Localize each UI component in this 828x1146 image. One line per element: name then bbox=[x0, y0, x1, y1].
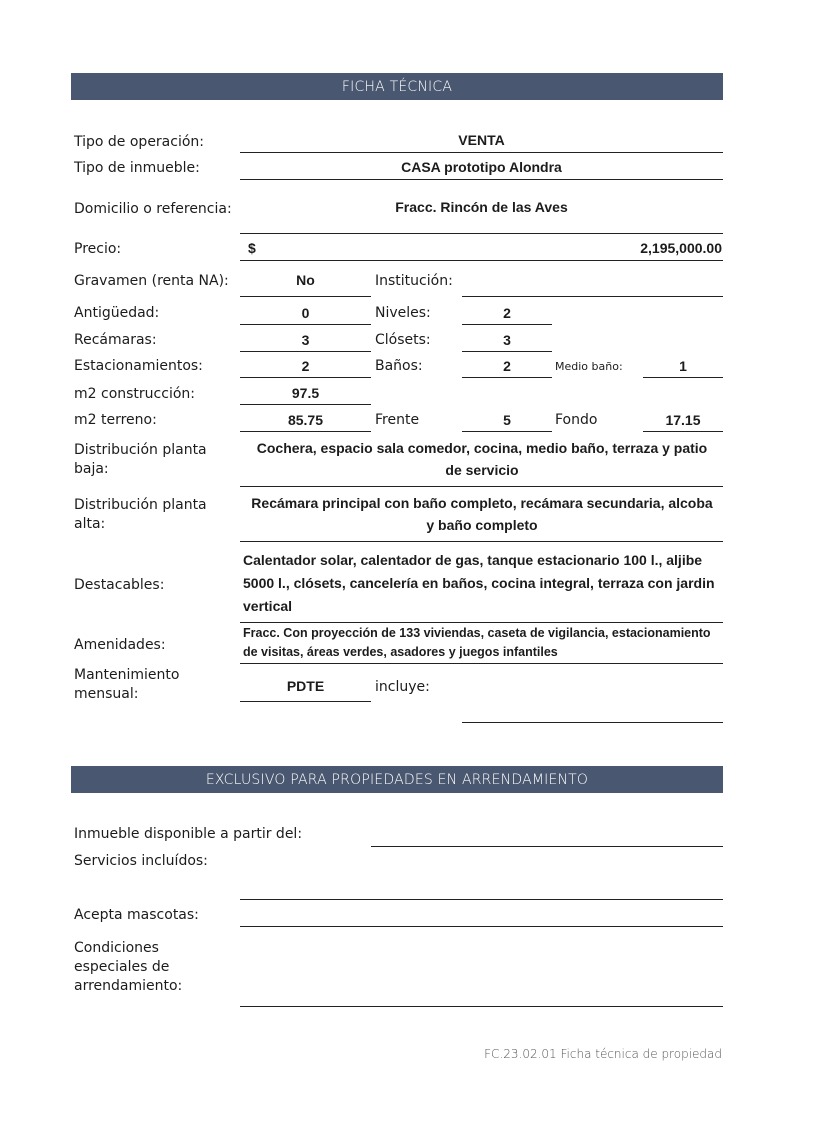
field-line bbox=[240, 926, 723, 927]
value-frente: 5 bbox=[503, 412, 511, 428]
value-dist-alta: Recámara principal con baño completo, recámara secundaria, alcoba y baño completo bbox=[251, 495, 713, 533]
field-line bbox=[643, 431, 723, 432]
field-line bbox=[240, 260, 723, 261]
field-line bbox=[240, 1006, 723, 1007]
field-line bbox=[462, 296, 723, 297]
header-title: FICHA TÉCNICA bbox=[341, 78, 453, 95]
label-incluye: incluye: bbox=[375, 679, 430, 695]
rental-title: EXCLUSIVO PARA PROPIEDADES EN ARRENDAMIENTO bbox=[205, 771, 589, 788]
label-precio: Precio: bbox=[74, 241, 122, 257]
label-condiciones: Condiciones especiales de arrendamiento: bbox=[74, 940, 183, 994]
field-line bbox=[240, 152, 723, 153]
value-niveles: 2 bbox=[503, 305, 511, 321]
field-line bbox=[240, 431, 371, 432]
field-line bbox=[643, 377, 723, 378]
label-institucion: Institución: bbox=[375, 273, 453, 289]
field-line bbox=[462, 324, 552, 325]
field-line bbox=[240, 486, 723, 487]
value-precio: 2,195,000.00 bbox=[640, 240, 722, 256]
label-m2-construccion: m2 construcción: bbox=[74, 386, 195, 402]
value-dist-baja: Cochera, espacio sala comedor, cocina, medio baño, terraza y patio de servicio bbox=[256, 440, 708, 478]
label-frente: Frente bbox=[375, 412, 420, 428]
label-servicios: Servicios incluídos: bbox=[74, 853, 208, 869]
value-destacables: Calentador solar, calentador de gas, tanque estacionario 100 l., aljibe 5000 l., clósets, cancelería en baños, cocina integral, terraza con jardin vertical bbox=[243, 552, 715, 614]
label-closets: Clósets: bbox=[375, 332, 431, 348]
field-line bbox=[240, 541, 723, 542]
value-fondo: 17.15 bbox=[665, 412, 701, 428]
field-line bbox=[462, 722, 723, 723]
label-domicilio: Domicilio o referencia: bbox=[74, 201, 232, 217]
value-tipo-inmueble: CASA prototipo Alondra bbox=[401, 159, 562, 175]
value-banos: 2 bbox=[503, 358, 511, 374]
label-disponible: Inmueble disponible a partir del: bbox=[74, 826, 303, 842]
label-estacionamientos: Estacionamientos: bbox=[74, 358, 203, 374]
value-domicilio: Fracc. Rincón de las Aves bbox=[395, 199, 568, 215]
value-m2-terreno: 85.75 bbox=[287, 412, 324, 428]
field-line bbox=[240, 296, 371, 297]
footer-code: FC.23.02.01 Ficha técnica de propiedad bbox=[484, 1047, 722, 1061]
field-line bbox=[240, 663, 723, 664]
label-antiguedad: Antigüedad: bbox=[74, 305, 160, 321]
label-gravamen: Gravamen (renta NA): bbox=[74, 273, 229, 289]
value-closets: 3 bbox=[503, 332, 511, 348]
label-dist-baja: Distribución planta baja: bbox=[74, 442, 207, 477]
value-precio-symbol: $ bbox=[248, 240, 256, 256]
label-amenidades: Amenidades: bbox=[74, 637, 166, 653]
field-line bbox=[240, 324, 371, 325]
field-line bbox=[240, 351, 371, 352]
value-m2-construccion: 97.5 bbox=[291, 385, 320, 401]
value-recamaras: 3 bbox=[301, 332, 310, 348]
label-medio-bano: Medio baño: bbox=[555, 360, 623, 373]
rental-band bbox=[71, 766, 723, 793]
value-tipo-operacion: VENTA bbox=[458, 132, 505, 148]
label-fondo: Fondo bbox=[555, 412, 598, 428]
label-destacables: Destacables: bbox=[74, 577, 165, 593]
header-band bbox=[71, 73, 723, 100]
value-gravamen: No bbox=[296, 272, 315, 288]
label-tipo-inmueble: Tipo de inmueble: bbox=[74, 160, 200, 176]
label-banos: Baños: bbox=[375, 358, 423, 374]
label-mantenimiento: Mantenimiento mensual: bbox=[74, 667, 180, 702]
field-line bbox=[240, 622, 723, 623]
field-line bbox=[462, 377, 552, 378]
label-tipo-operacion: Tipo de operación: bbox=[74, 134, 205, 150]
field-line bbox=[240, 179, 723, 180]
label-niveles: Niveles: bbox=[375, 305, 431, 321]
field-line bbox=[462, 431, 552, 432]
field-line bbox=[240, 899, 723, 900]
field-line bbox=[462, 351, 552, 352]
value-amenidades: Fracc. Con proyección de 133 viviendas, caseta de vigilancia, estacionamiento de visitas, áreas verdes, asadores y juegos infantiles bbox=[243, 626, 711, 659]
field-line bbox=[371, 846, 723, 847]
value-estacionamientos: 2 bbox=[301, 358, 310, 374]
label-dist-alta: Distribución planta alta: bbox=[74, 497, 207, 532]
field-line bbox=[240, 701, 371, 702]
field-line bbox=[240, 377, 371, 378]
label-m2-terreno: m2 terreno: bbox=[74, 412, 157, 428]
label-mascotas: Acepta mascotas: bbox=[74, 907, 199, 923]
label-recamaras: Recámaras: bbox=[74, 332, 157, 348]
value-mantenimiento: PDTE bbox=[286, 678, 325, 694]
field-line bbox=[240, 404, 371, 405]
value-medio-bano: 1 bbox=[679, 358, 687, 374]
field-line bbox=[240, 233, 723, 234]
value-antiguedad: 0 bbox=[301, 305, 310, 321]
